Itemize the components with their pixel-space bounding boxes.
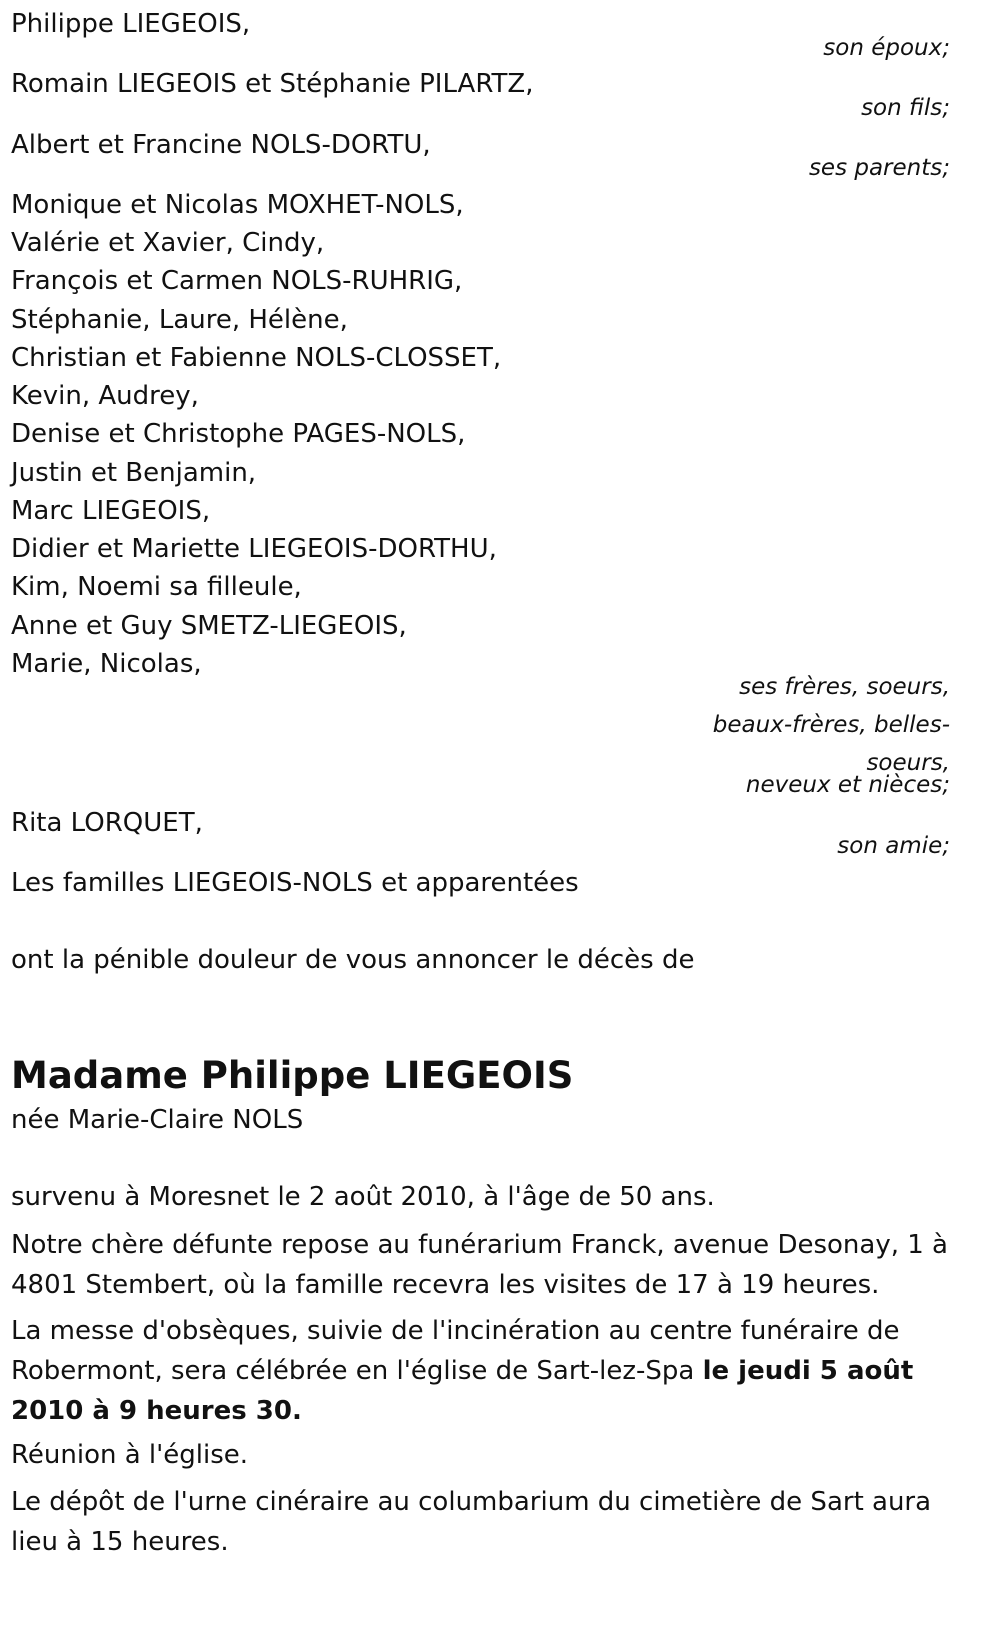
sibling-line: Denise et Christophe PAGES-NOLS, xyxy=(11,419,466,449)
sibling-line: Valérie et Xavier, Cindy, xyxy=(11,228,325,258)
siblings-role: soeurs, xyxy=(866,750,950,776)
sibling-line: Marie, Nicolas, xyxy=(11,649,202,679)
relative-name: Romain LIEGEOIS et Stéphanie PILARTZ, xyxy=(11,69,534,99)
siblings-role: ses frères, soeurs, xyxy=(739,674,950,700)
sibling-line: Monique et Nicolas MOXHET-NOLS, xyxy=(11,190,464,220)
sibling-line: Kevin, Audrey, xyxy=(11,381,199,411)
sibling-line: Stéphanie, Laure, Hélène, xyxy=(11,305,348,335)
sibling-line: Anne et Guy SMETZ-LIEGEOIS, xyxy=(11,611,407,641)
mass-details xyxy=(11,1311,971,1431)
sibling-line: Didier et Mariette LIEGEOIS-DORTHU, xyxy=(11,534,497,564)
siblings-role: beaux-frères, belles- xyxy=(712,712,950,738)
meeting-details: Réunion à l'église. xyxy=(11,1440,249,1470)
announcement: ont la pénible douleur de vous annoncer le décès de xyxy=(11,945,695,975)
sibling-line: François et Carmen NOLS-RUHRIG, xyxy=(11,266,463,296)
relative-name: Albert et Francine NOLS-DORTU, xyxy=(11,130,431,160)
urn-details: Le dépôt de l'urne cinéraire au columbarium du cimetière de Sart aura lieu à 15 heures. xyxy=(11,1487,932,1557)
sibling-line: Kim, Noemi sa filleule, xyxy=(11,572,302,602)
birth-name: née Marie-Claire NOLS xyxy=(11,1105,304,1135)
families-line: Les familles LIEGEOIS-NOLS et apparentées xyxy=(11,868,579,898)
relative-role: ses parents; xyxy=(808,155,950,181)
rest-details: Notre chère défunte repose au funérarium Franck, avenue Desonay, 1 à 4801 Stembert, où la famille recevra les visites de 17 à 19 heures. xyxy=(11,1230,948,1300)
sibling-line: Christian et Fabienne NOLS-CLOSSET, xyxy=(11,343,502,373)
siblings-role: neveux et nièces; xyxy=(745,772,950,798)
mass-text: La messe d'obsèques, suivie de l'incinération au centre funéraire de Robermont, sera célébrée en l'église de Sart-lez-Spa xyxy=(11,1316,900,1386)
relative-role: son époux; xyxy=(823,35,950,61)
sibling-line: Justin et Benjamin, xyxy=(11,458,257,488)
friend-name: Rita LORQUET, xyxy=(11,808,203,838)
death-details: survenu à Moresnet le 2 août 2010, à l'âge de 50 ans. xyxy=(11,1182,715,1212)
relative-name: Philippe LIEGEOIS, xyxy=(11,9,251,39)
deceased-name: Madame Philippe LIEGEOIS xyxy=(11,1054,574,1097)
relative-role: son fils; xyxy=(861,95,950,121)
sibling-line: Marc LIEGEOIS, xyxy=(11,496,211,526)
mass-date: le jeudi 5 août 2010 à 9 heures 30. xyxy=(11,1356,914,1426)
friend-role: son amie; xyxy=(837,833,950,859)
